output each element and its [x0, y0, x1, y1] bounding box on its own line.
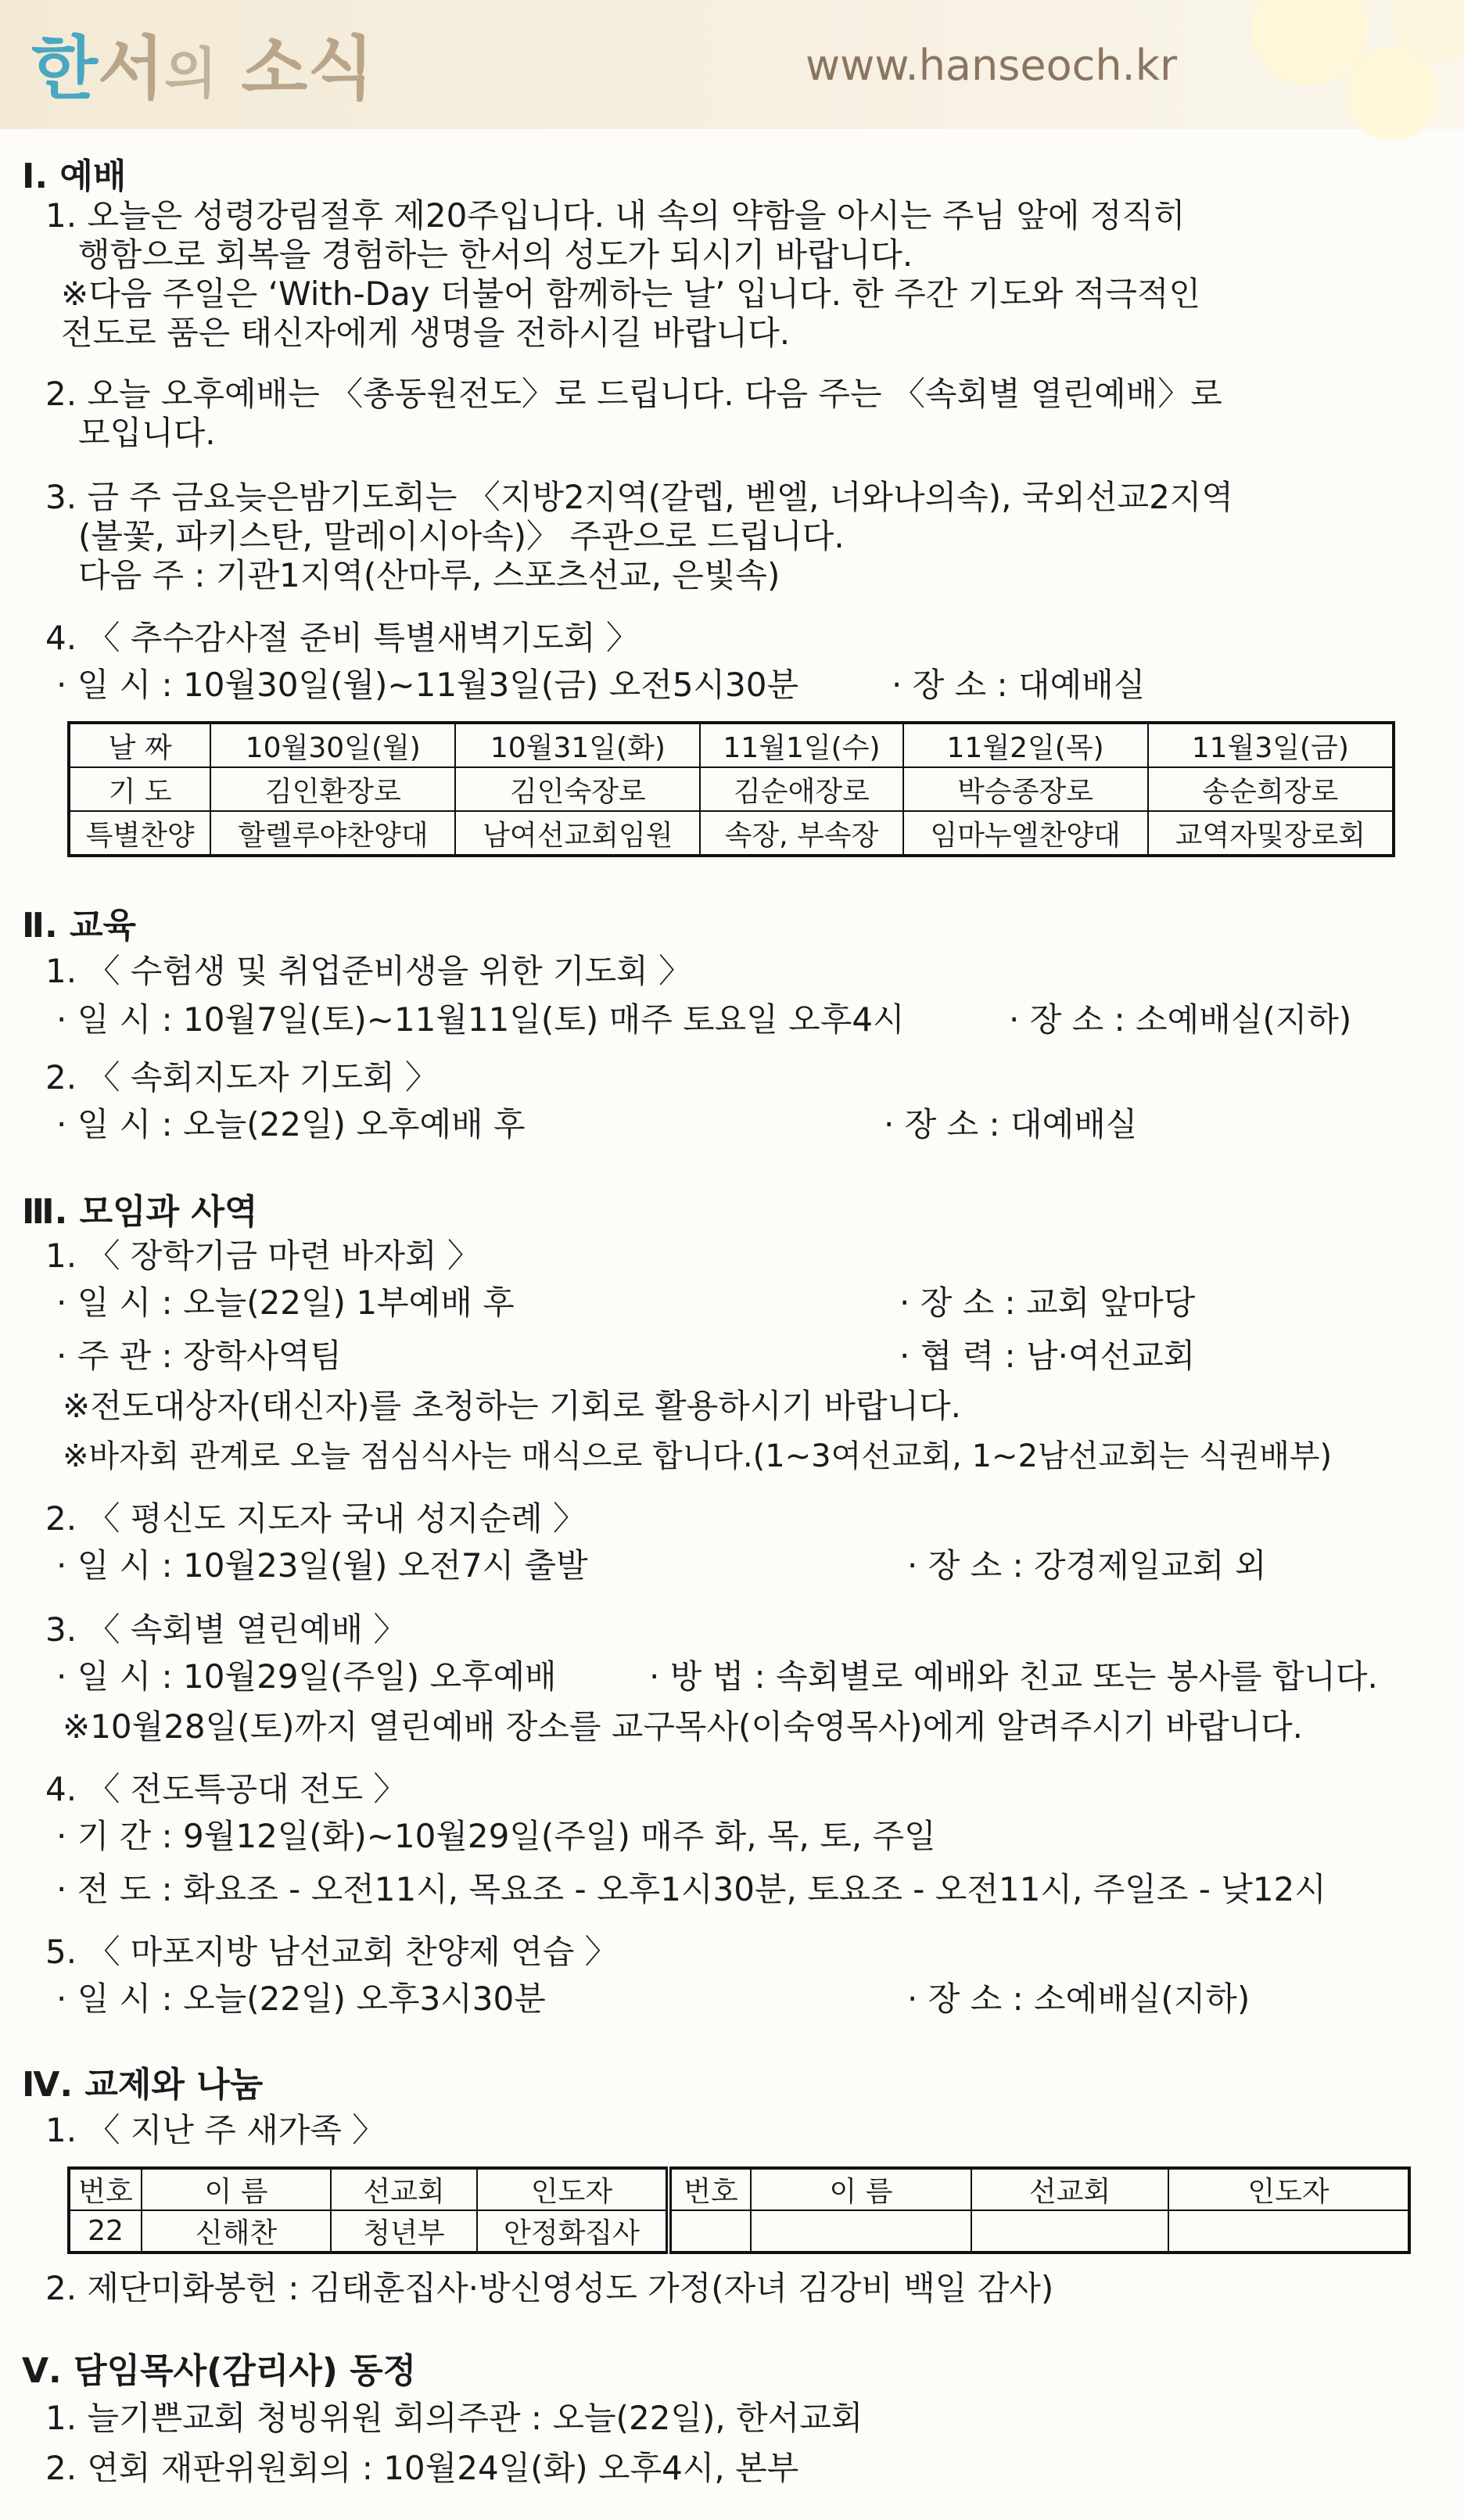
item-detail: · 방 법 : 속회별로 예배와 친교 또는 봉사를 합니다. — [649, 1657, 1378, 1696]
item-text: 1. 〈 수험생 및 취업준비생을 위한 기도회 〉 — [45, 952, 692, 990]
table-cell: 특별찬양 — [69, 811, 210, 856]
table-cell: 11월1일(수) — [700, 723, 902, 767]
table-row — [69, 767, 1394, 811]
item-detail: · 장 소 : 교회 앞마당 — [899, 1283, 1196, 1322]
item-text: 다음 주 : 기관1지역(산마루, 스포츠선교, 은빛속) — [78, 556, 780, 594]
item-text: 행함으로 회복을 경험하는 한서의 성도가 되시기 바랍니다. — [78, 235, 913, 274]
prayer-schedule-table — [67, 721, 1395, 857]
item-detail: · 장 소 : 대예배실 — [884, 1105, 1138, 1143]
table-cell: 10월30일(월) — [210, 723, 455, 767]
table-cell: 박승종장로 — [903, 767, 1148, 811]
section-title: Ⅱ. 교육 — [22, 906, 137, 946]
table-cell: 22 — [69, 2210, 142, 2253]
item-detail: · 협 력 : 남·여선교회 — [899, 1337, 1196, 1375]
table-cell: 인도자 — [1168, 2168, 1409, 2210]
item-text: 2. 오늘 오후예배는 〈총동원전도〉로 드립니다. 다음 주는 〈속회별 열린예배〉로 — [45, 375, 1222, 413]
table-cell: 번호 — [669, 2168, 751, 2210]
table-cell: 교역자및장로회 — [1148, 811, 1394, 856]
table-cell: 11월3일(금) — [1148, 723, 1394, 767]
table-cell: 속장, 부속장 — [700, 811, 902, 856]
item-text: 2. 연회 재판위원회의 : 10월24일(화) 오후4시, 본부 — [45, 2449, 799, 2487]
item-detail: · 일 시 : 10월7일(토)~11월11일(토) 매주 토요일 오후4시 — [56, 1000, 905, 1039]
table-cell: 임마누엘찬양대 — [903, 811, 1148, 856]
item-detail: · 일 시 : 오늘(22일) 오후예배 후 — [56, 1105, 526, 1143]
table-cell: 남여선교회임원 — [455, 811, 700, 856]
item-text: 모입니다. — [78, 414, 216, 452]
table-cell: 선교회 — [331, 2168, 477, 2210]
item-detail: · 기 간 : 9월12일(화)~10월29일(주일) 매주 화, 목, 토, 주일 — [56, 1817, 936, 1855]
table-cell: 번호 — [69, 2168, 142, 2210]
item-text: 5. 〈 마포지방 남선교회 찬양제 연습 〉 — [45, 1933, 618, 1971]
table-cell: 김인환장로 — [210, 767, 455, 811]
item-detail: · 장 소 : 강경제일교회 외 — [907, 1546, 1267, 1585]
table-cell: 청년부 — [331, 2210, 477, 2253]
table-cell: 김인숙장로 — [455, 767, 700, 811]
newsletter-logo: 한서의 소식 — [31, 28, 375, 109]
table-cell: 인도자 — [477, 2168, 669, 2210]
section-title: Ⅲ. 모임과 사역 — [22, 1192, 258, 1232]
table-row — [69, 2168, 1409, 2210]
table-cell: 10월31일(화) — [455, 723, 700, 767]
item-text: (불꽃, 파키스탄, 말레이시아속)〉 주관으로 드립니다. — [78, 517, 845, 555]
table-row — [69, 2210, 1409, 2253]
table-cell: 11월2일(목) — [903, 723, 1148, 767]
table-cell: 안정화집사 — [477, 2210, 669, 2253]
item-text: 2. 제단미화봉헌 : 김태훈집사·방신영성도 가정(자녀 김강비 백일 감사) — [45, 2269, 1054, 2307]
item-text: 4. 〈 전도특공대 전도 〉 — [45, 1770, 407, 1808]
table-cell — [1168, 2210, 1409, 2253]
item-text: 2. 〈 평신도 지도자 국내 성지순례 〉 — [45, 1499, 587, 1538]
table-cell: 이 름 — [751, 2168, 971, 2210]
item-detail: · 장 소 : 소예배실(지하) — [907, 1980, 1250, 2018]
section-title: Ⅳ. 교제와 나눔 — [22, 2065, 264, 2105]
table-cell: 송순희장로 — [1148, 767, 1394, 811]
table-cell — [669, 2210, 751, 2253]
item-text: 3. 〈 속회별 열린예배 〉 — [45, 1610, 407, 1649]
note-text: 전도로 품은 태신자에게 생명을 전하시길 바랍니다. — [61, 314, 791, 352]
item-detail: · 전 도 : 화요조 - 오전11시, 목요조 - 오후1시30분, 토요조 - 오전11시, 주일조 - 낮12시 — [56, 1870, 1326, 1908]
item-text: 4. 〈 추수감사절 준비 특별새벽기도회 〉 — [45, 619, 639, 657]
section-title: Ⅴ. 담임목사(감리사) 동정 — [22, 2351, 417, 2391]
item-text: 1. 〈 지난 주 새가족 〉 — [45, 2111, 386, 2149]
table-cell: 기 도 — [69, 767, 210, 811]
new-family-table — [67, 2166, 1411, 2254]
item-detail: · 주 관 : 장학사역팀 — [56, 1337, 342, 1375]
item-detail: · 일 시 : 오늘(22일) 오후3시30분 — [56, 1980, 546, 2018]
table-cell: 이 름 — [142, 2168, 331, 2210]
item-detail: · 장 소 : 소예배실(지하) — [1009, 1000, 1352, 1039]
item-text: 1. 〈 장학기금 마련 바자회 〉 — [45, 1237, 480, 1275]
note-text: ※전도대상자(태신자)를 초청하는 기회로 활용하시기 바랍니다. — [63, 1387, 962, 1425]
item-detail: · 일 시 : 10월23일(월) 오전7시 출발 — [56, 1546, 588, 1585]
item-detail: · 일 시 : 오늘(22일) 1부예배 후 — [56, 1283, 515, 1322]
item-text: 1. 늘기쁜교회 청빙위원 회의주관 : 오늘(22일), 한서교회 — [45, 2399, 863, 2437]
table-row — [69, 723, 1394, 767]
item-detail: · 일 시 : 10월29일(주일) 오후예배 — [56, 1657, 557, 1696]
church-url: www.hanseoch.kr — [806, 41, 1178, 90]
item-text: 1. 오늘은 성령강림절후 제20주입니다. 내 속의 약함을 아시는 주님 앞에 정직히 — [45, 196, 1186, 235]
table-row — [69, 811, 1394, 856]
item-detail: · 장 소 : 대예배실 — [892, 666, 1146, 704]
table-cell: 신해찬 — [142, 2210, 331, 2253]
table-cell: 김순애장로 — [700, 767, 902, 811]
item-text: 3. 금 주 금요늦은밤기도회는 〈지방2지역(갈렙, 벧엘, 너와나의속), 국외선교2지역 — [45, 478, 1233, 516]
section-title: Ⅰ. 예배 — [22, 156, 127, 196]
table-cell: 선교회 — [971, 2168, 1168, 2210]
table-cell: 날 짜 — [69, 723, 210, 767]
note-text: ※다음 주일은 ‘With-Day 더불어 함께하는 날’ 입니다. 한 주간 기도와 적극적인 — [61, 275, 1201, 313]
table-cell: 할렐루야찬양대 — [210, 811, 455, 856]
note-text: ※바자회 관계로 오늘 점심식사는 매식으로 합니다.(1~3여선교회, 1~2남선교회는 식권배부) — [63, 1438, 1333, 1474]
newsletter-header — [0, 0, 1464, 129]
item-detail: · 일 시 : 10월30일(월)~11월3일(금) 오전5시30분 — [56, 666, 799, 704]
note-text: ※10월28일(토)까지 열린예배 장소를 교구목사(이숙영목사)에게 알려주시기 바랍니다. — [63, 1707, 1304, 1746]
table-cell — [751, 2210, 971, 2253]
table-cell — [971, 2210, 1168, 2253]
item-text: 2. 〈 속회지도자 기도회 〉 — [45, 1058, 439, 1097]
